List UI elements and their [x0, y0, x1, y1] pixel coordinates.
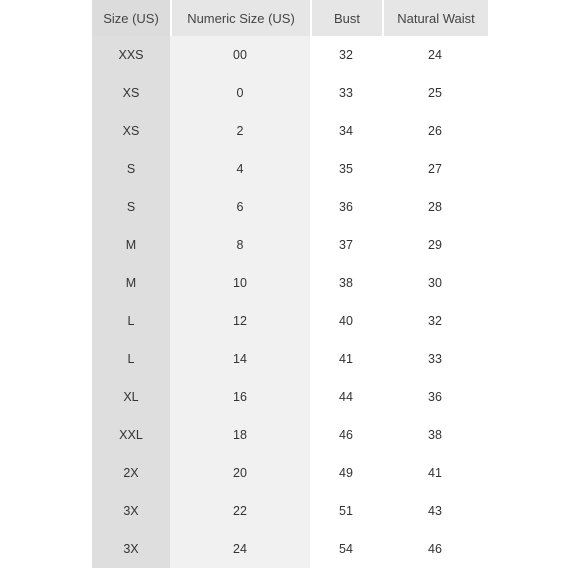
table-row	[92, 530, 488, 568]
cell-numeric-size: 6	[170, 188, 310, 226]
cell-size: XS	[92, 74, 170, 112]
header-numeric-size: Numeric Size (US)	[170, 0, 310, 36]
table-row	[92, 150, 488, 188]
table-row	[92, 378, 488, 416]
cell-numeric-size: 4	[170, 150, 310, 188]
cell-numeric-size: 12	[170, 302, 310, 340]
table-row	[92, 416, 488, 454]
table-row	[92, 226, 488, 264]
table-header	[92, 0, 488, 36]
cell-natural-waist: 32	[382, 302, 488, 340]
header-bust: Bust	[310, 0, 382, 36]
header-row	[92, 0, 488, 36]
table-row	[92, 188, 488, 226]
cell-size: 2X	[92, 454, 170, 492]
cell-natural-waist: 30	[382, 264, 488, 302]
cell-size: 3X	[92, 492, 170, 530]
table-row	[92, 112, 488, 150]
cell-numeric-size: 14	[170, 340, 310, 378]
cell-size: XXS	[92, 36, 170, 74]
cell-natural-waist: 38	[382, 416, 488, 454]
table-row	[92, 302, 488, 340]
cell-size: XS	[92, 112, 170, 150]
cell-numeric-size: 22	[170, 492, 310, 530]
cell-numeric-size: 20	[170, 454, 310, 492]
header-size: Size (US)	[92, 0, 170, 36]
cell-natural-waist: 26	[382, 112, 488, 150]
cell-size: L	[92, 340, 170, 378]
cell-natural-waist: 27	[382, 150, 488, 188]
cell-natural-waist: 25	[382, 74, 488, 112]
table-row	[92, 340, 488, 378]
cell-bust: 46	[310, 416, 382, 454]
cell-natural-waist: 28	[382, 188, 488, 226]
cell-bust: 51	[310, 492, 382, 530]
cell-natural-waist: 43	[382, 492, 488, 530]
cell-bust: 36	[310, 188, 382, 226]
cell-numeric-size: 24	[170, 530, 310, 568]
cell-size: M	[92, 264, 170, 302]
cell-size: L	[92, 302, 170, 340]
cell-bust: 35	[310, 150, 382, 188]
cell-numeric-size: 18	[170, 416, 310, 454]
cell-size: M	[92, 226, 170, 264]
cell-size: XXL	[92, 416, 170, 454]
cell-bust: 37	[310, 226, 382, 264]
size-chart-table	[92, 0, 488, 568]
cell-numeric-size: 0	[170, 74, 310, 112]
header-natural-waist: Natural Waist	[382, 0, 488, 36]
cell-natural-waist: 29	[382, 226, 488, 264]
cell-numeric-size: 10	[170, 264, 310, 302]
cell-size: S	[92, 188, 170, 226]
cell-bust: 38	[310, 264, 382, 302]
cell-size: S	[92, 150, 170, 188]
cell-bust: 54	[310, 530, 382, 568]
cell-bust: 49	[310, 454, 382, 492]
cell-natural-waist: 41	[382, 454, 488, 492]
cell-bust: 34	[310, 112, 382, 150]
cell-natural-waist: 33	[382, 340, 488, 378]
cell-bust: 41	[310, 340, 382, 378]
cell-bust: 40	[310, 302, 382, 340]
table-row	[92, 454, 488, 492]
table-body	[92, 36, 488, 568]
cell-natural-waist: 36	[382, 378, 488, 416]
cell-bust: 33	[310, 74, 382, 112]
cell-numeric-size: 16	[170, 378, 310, 416]
cell-numeric-size: 2	[170, 112, 310, 150]
cell-numeric-size: 00	[170, 36, 310, 74]
cell-numeric-size: 8	[170, 226, 310, 264]
table-row	[92, 492, 488, 530]
cell-natural-waist: 46	[382, 530, 488, 568]
table-row	[92, 74, 488, 112]
cell-bust: 32	[310, 36, 382, 74]
cell-bust: 44	[310, 378, 382, 416]
cell-size: 3X	[92, 530, 170, 568]
table-row	[92, 36, 488, 74]
cell-natural-waist: 24	[382, 36, 488, 74]
cell-size: XL	[92, 378, 170, 416]
table-row	[92, 264, 488, 302]
